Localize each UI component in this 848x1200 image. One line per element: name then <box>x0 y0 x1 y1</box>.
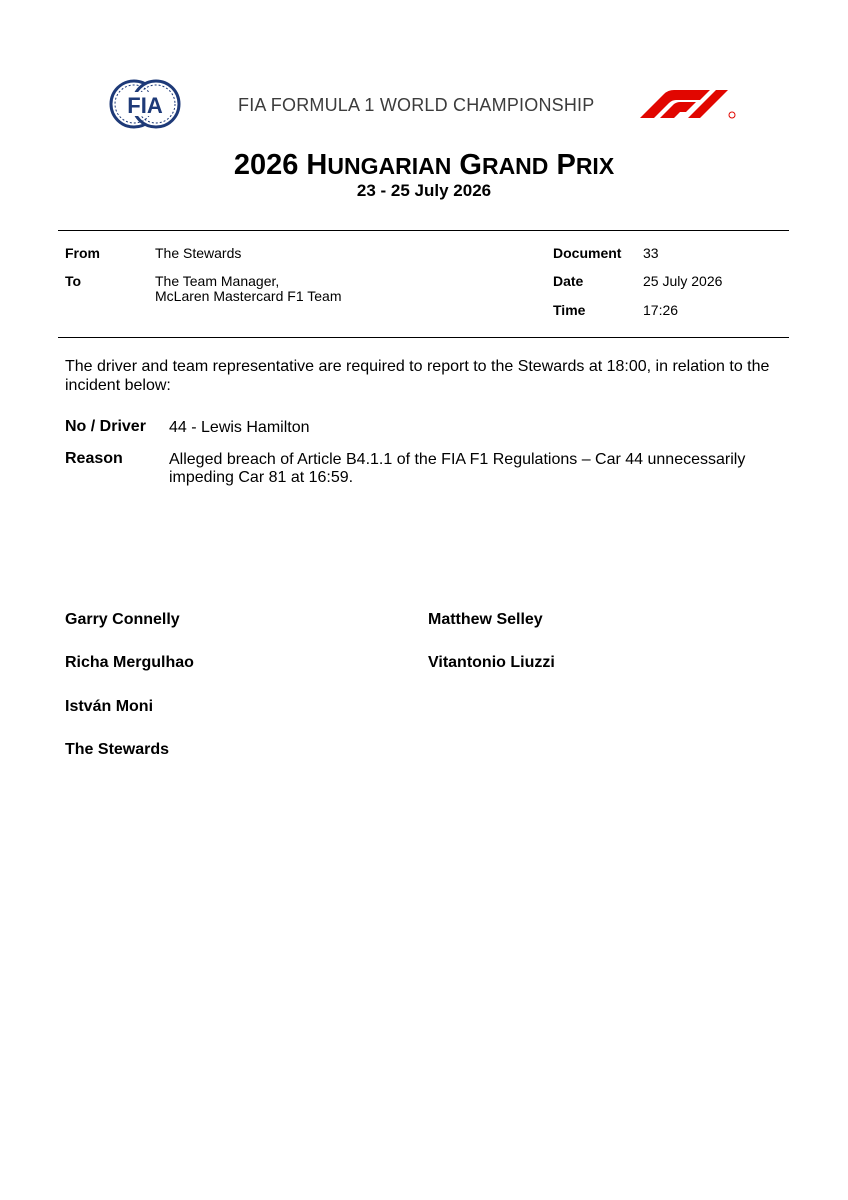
steward-name: Garry Connelly <box>65 611 180 628</box>
steward-name: Richa Mergulhao <box>65 654 194 671</box>
time-value: 17:26 <box>643 302 679 318</box>
event-title: 2026 HUNGARIAN GRAND PRIX <box>233 149 615 181</box>
reason-label: Reason <box>65 450 123 467</box>
from-value: The Stewards <box>155 245 242 261</box>
date-label: Date <box>553 273 584 289</box>
reason-line1: Alleged breach of Article B4.1.1 of the FIA F1 Regulations – Car 44 unnecessarily <box>169 451 746 468</box>
document-value: 33 <box>643 245 659 261</box>
divider <box>58 230 789 231</box>
fia-logo-icon <box>108 78 182 130</box>
driver-value: 44 - Lewis Hamilton <box>169 419 310 436</box>
document-label: Document <box>553 245 622 261</box>
stewards-signoff: The Stewards <box>65 741 170 758</box>
divider <box>58 337 789 338</box>
time-label: Time <box>553 302 586 318</box>
driver-label: No / Driver <box>65 418 146 435</box>
championship-title: FIA FORMULA 1 WORLD CHAMPIONSHIP <box>238 95 595 115</box>
svg-text:FIA: FIA <box>127 93 163 118</box>
to-value-line1: The Team Manager, <box>155 273 280 289</box>
f1-logo-icon <box>634 88 738 120</box>
steward-name: Matthew Selley <box>428 611 543 628</box>
to-label: To <box>65 273 82 289</box>
from-label: From <box>65 245 100 261</box>
date-value: 25 July 2026 <box>643 273 723 289</box>
steward-name: Vitantonio Liuzzi <box>428 654 555 671</box>
steward-name: István Moni <box>65 698 154 715</box>
reason-line2: impeding Car 81 at 16:59. <box>169 469 354 486</box>
to-value-line2: McLaren Mastercard F1 Team <box>155 288 342 304</box>
event-dates: 23 - 25 July 2026 <box>356 181 492 200</box>
summons-text: The driver and team representative are required to report to the Stewards at 18:00, in relation to the incident below: <box>65 358 770 394</box>
